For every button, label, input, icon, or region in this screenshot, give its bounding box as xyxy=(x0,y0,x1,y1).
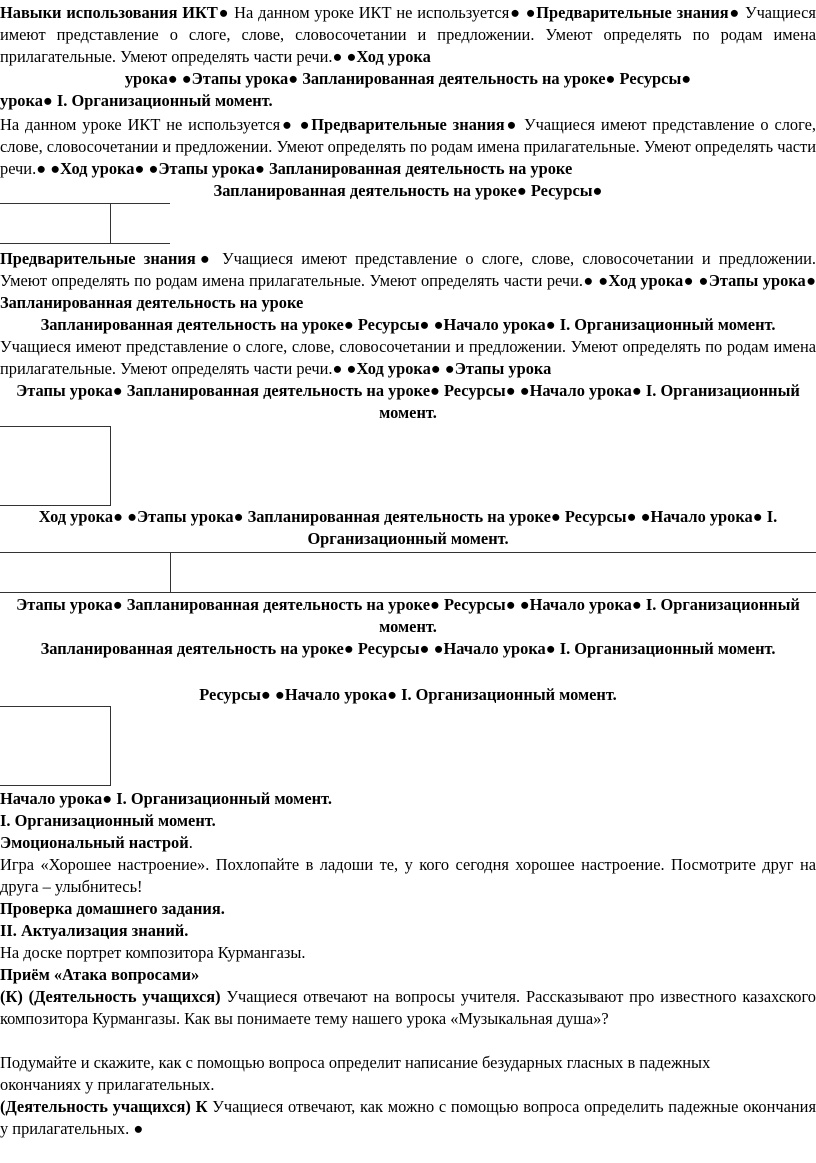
lesson-start-heading: Начало урока● I. Организационный момент. xyxy=(0,789,332,808)
block1-paragraph: Навыки использования ИКТ● На данном уроке ИКТ не используется● ●Предварительные знания● Учащиеся имеют представление о слоге, слове, словосочетании и предложении. Умеют определять по родам имена прилагательные. Умеют определять части речи.● ●Ход урока xyxy=(0,3,816,66)
block2-centered-line: Запланированная деятельность на уроке● Ресурсы● xyxy=(213,181,603,200)
table-rule xyxy=(0,592,816,593)
technique-heading: Приём «Атака вопросами» xyxy=(0,965,200,984)
block5-centered-line: Ход урока● ●Этапы урока● Запланированная деятельность на уроке● Ресурсы● ●Начало урока● I. Организационный момент. xyxy=(38,507,778,548)
block8-centered-line: Ресурсы● ●Начало урока● I. Организационный момент. xyxy=(199,685,617,704)
table-rule xyxy=(110,203,111,243)
table-rule xyxy=(170,552,171,592)
block4-paragraph: Учащиеся имеют представление о слоге, слове, словосочетании и предложении. Умеют определять по родам имена прилагательные. Умеют определять части речи.● ●Ход урока● ●Этапы урока xyxy=(0,337,816,378)
block3-centered-line: Запланированная деятельность на уроке● Ресурсы● ●Начало урока● I. Организационный момент. xyxy=(40,315,776,334)
table-cell-empty xyxy=(0,426,111,506)
table-rule xyxy=(0,203,170,204)
activity2-paragraph: (Деятельность учащихся) К Учащиеся отвечают, как можно с помощью вопроса определить падежные окончания у прилагательных. ● xyxy=(0,1097,816,1138)
block2-paragraph: На данном уроке ИКТ не используется● ●Предварительные знания● Учащиеся имеют представление о слоге, слове, словосочетании и предложении. Умеют определять по родам имена прилагательные. Умеют определять части речи.● ●Ход урока● ●Этапы урока● Запланированная деятельность на уроке xyxy=(0,115,816,178)
block1-centered-line: урока● ●Этапы урока● Запланированная деятельность на уроке● Ресурсы● xyxy=(124,69,692,88)
table-rule xyxy=(0,243,170,244)
block7-centered-line: Запланированная деятельность на уроке● Ресурсы● ●Начало урока● I. Организационный момент. xyxy=(40,639,776,658)
emotional-mood-heading: Эмоциональный настрой. xyxy=(0,833,193,852)
block6-centered-line: Этапы урока● Запланированная деятельность на уроке● Ресурсы● ●Начало урока● I. Организационный момент. xyxy=(16,595,800,636)
table-rule xyxy=(0,552,816,553)
bullet-icon: ● xyxy=(217,3,230,22)
board-text: На доске портрет композитора Курмангазы. xyxy=(0,943,306,962)
homework-check-heading: Проверка домашнего задания. xyxy=(0,899,225,918)
block3-paragraph: Предварительные знания● Учащиеся имеют представление о слоге, слове, словосочетании и предложении. Умеют определять по родам имена прилагательные. Умеют определять части речи.● ●Ход урока● ●Этапы урока● Запланированная деятельность на уроке xyxy=(0,249,816,312)
table-cell-empty xyxy=(0,706,111,786)
actualization-heading: II. Актуализация знаний. xyxy=(0,921,189,940)
block4-centered-line: Этапы урока● Запланированная деятельность на уроке● Ресурсы● ●Начало урока● I. Организационный момент. xyxy=(16,381,800,422)
think-paragraph: Подумайте и скажите, как с помощью вопроса определит написание безударных гласных в падежных окончаниях у прилагательных. xyxy=(0,1053,711,1094)
k-activity-paragraph: (К) (Деятельность учащихся) Учащиеся отвечают на вопросы учителя. Рассказывают про известного казахского композитора Курмангазы. Как вы понимаете тему нашего урока «Музыкальная душа»? xyxy=(0,987,816,1028)
org-moment-heading: I. Организационный момент. xyxy=(0,811,216,830)
block1-last-line: урока● I. Организационный момент. xyxy=(0,91,273,110)
game-paragraph: Игра «Хорошее настроение». Похлопайте в ладоши те, у кого сегодня хорошее настроение. Посмотрите друг на друга – улыбнитесь! xyxy=(0,855,816,896)
